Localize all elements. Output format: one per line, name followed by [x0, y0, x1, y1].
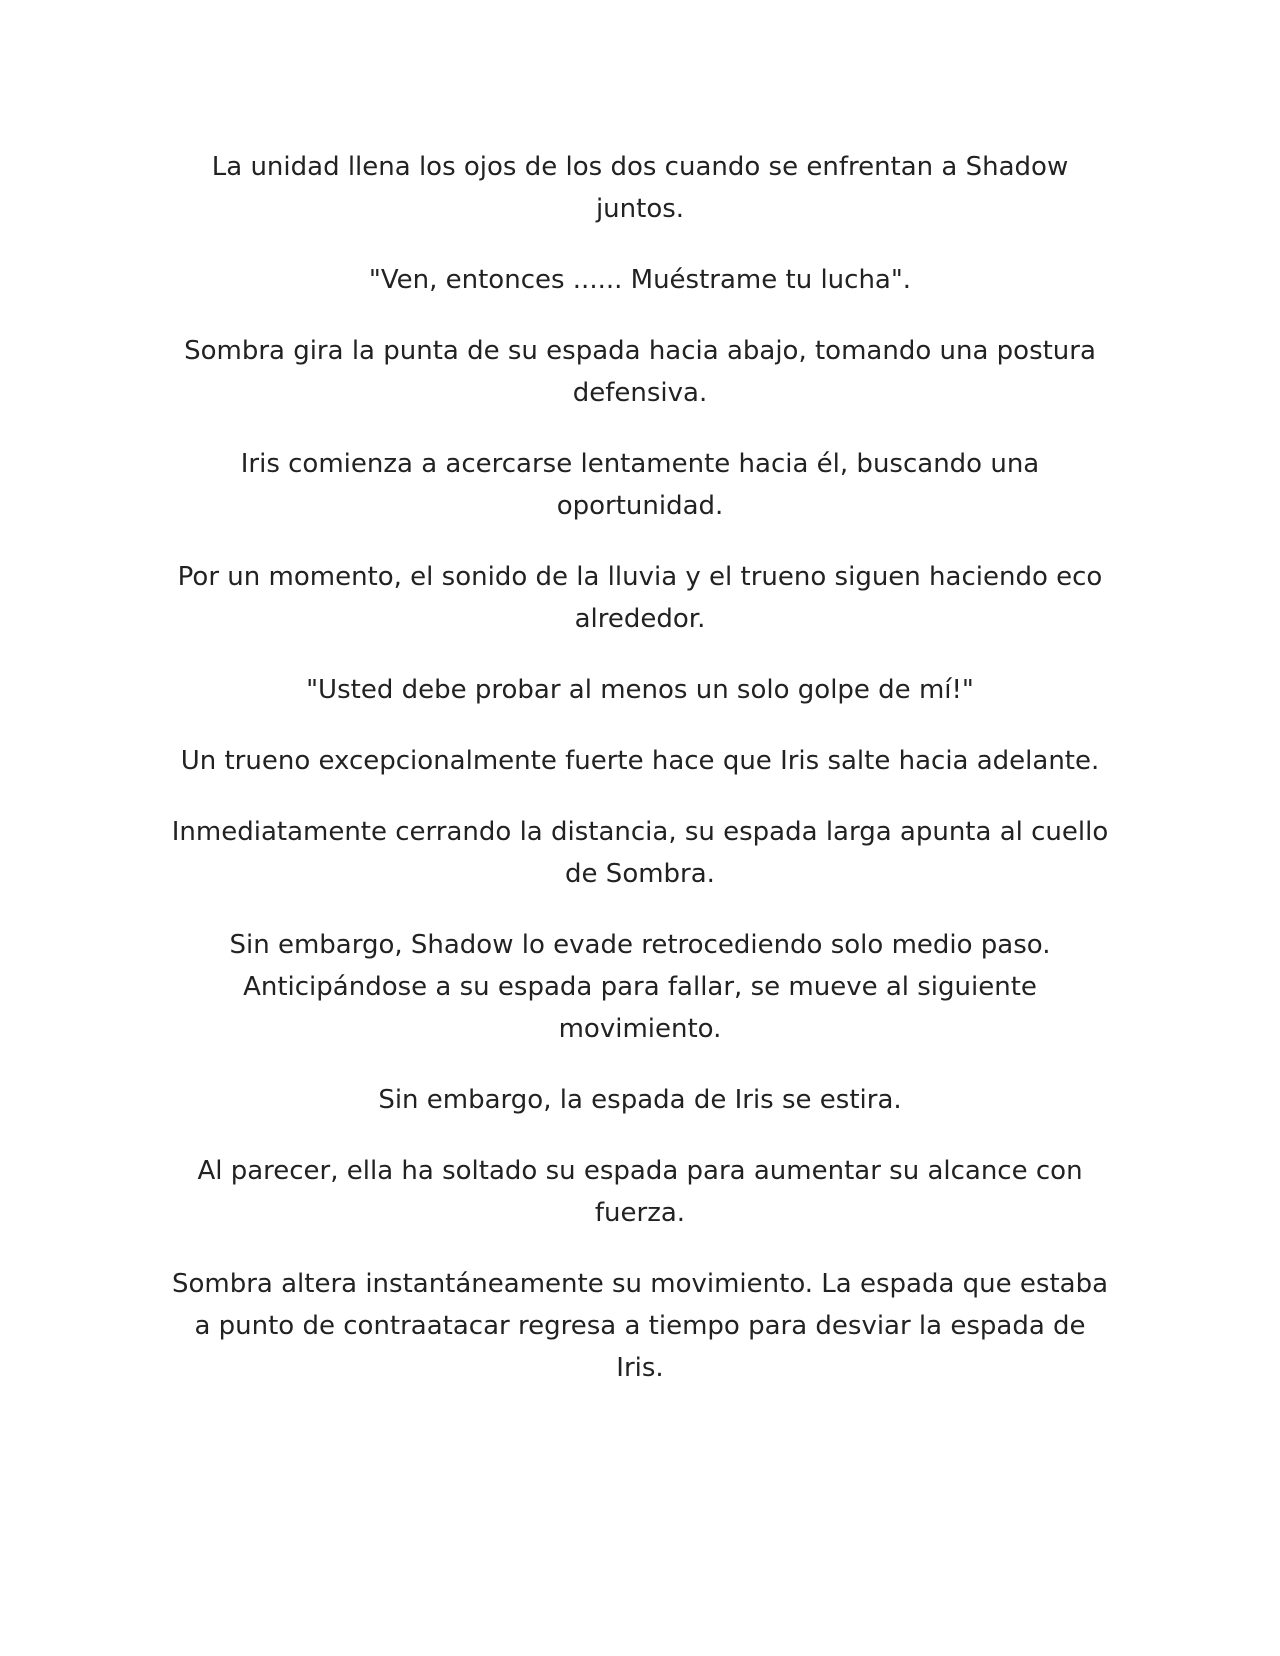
paragraph-2: "Ven, entonces ...... Muéstrame tu lucha".	[368, 265, 912, 295]
paragraph-4: Iris comienza a acercarse lentamente hacia él, buscando una oportunidad.	[240, 449, 1040, 521]
paragraph-3: Sombra gira la punta de su espada hacia abajo, tomando una postura defensiva.	[184, 336, 1096, 408]
paragraph-10: Sin embargo, la espada de Iris se estira.	[378, 1085, 902, 1115]
paragraph-1: La unidad llena los ojos de los dos cuando se enfrentan a Shadow juntos.	[211, 152, 1069, 224]
story-text	[170, 146, 1110, 1418]
paragraph-8: Inmediatamente cerrando la distancia, su espada larga apunta al cuello de Sombra.	[171, 817, 1109, 889]
paragraph-7: Un trueno excepcionalmente fuerte hace que Iris salte hacia adelante.	[180, 746, 1100, 776]
paragraph-9: Sin embargo, Shadow lo evade retrocediendo solo medio paso. Anticipándose a su espada para fallar, se mueve al siguiente movimiento.	[229, 930, 1051, 1044]
paragraph-11: Al parecer, ella ha soltado su espada para aumentar su alcance con fuerza.	[197, 1156, 1083, 1228]
paragraph-5: Por un momento, el sonido de la lluvia y el trueno siguen haciendo eco alrededor.	[177, 562, 1103, 634]
paragraph-12: Sombra altera instantáneamente su movimiento. La espada que estaba a punto de contraatacar regresa a tiempo para desviar la espada de Iris.	[171, 1269, 1109, 1383]
paragraph-6: "Usted debe probar al menos un solo golpe de mí!"	[306, 675, 974, 705]
